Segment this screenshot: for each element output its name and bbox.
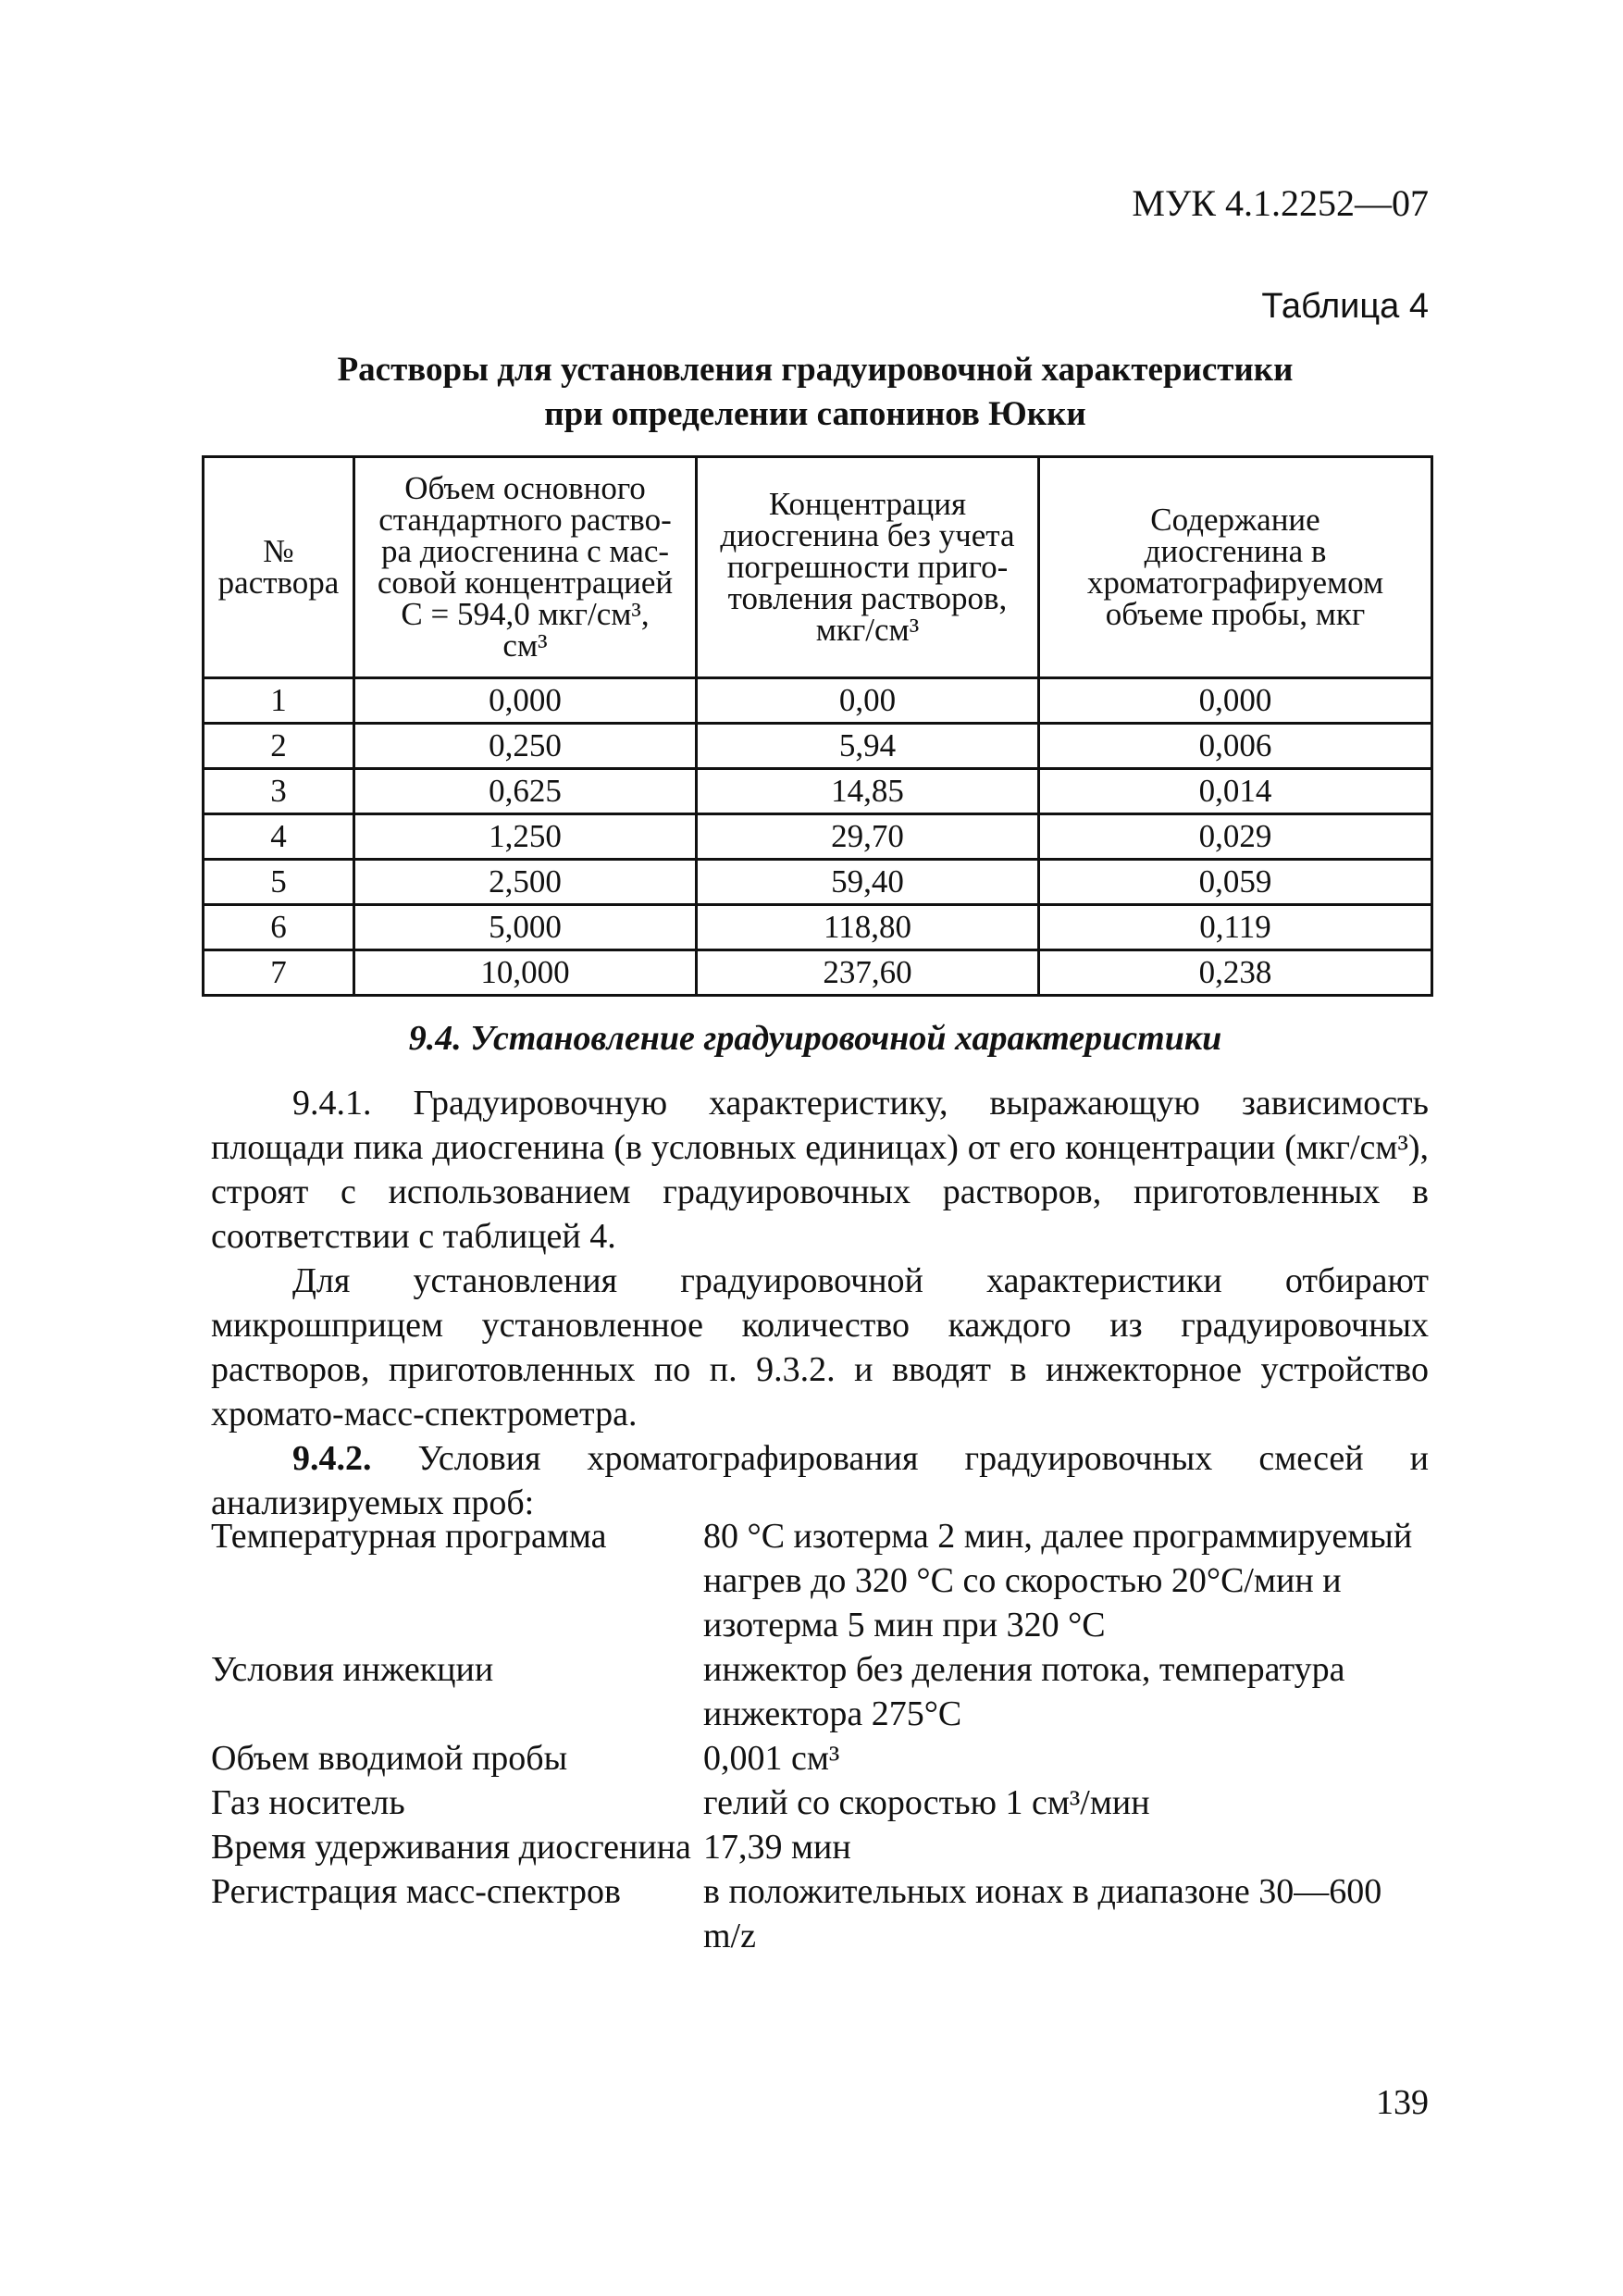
- condition-value: инжектор без деления потока, температура инжектора 275°С: [703, 1650, 1345, 1733]
- table-row: 4 1,250 29,70 0,029: [204, 814, 1432, 860]
- table-title-line: при определении сапонинов Юкки: [544, 395, 1086, 433]
- condition-row: [211, 1825, 1429, 1869]
- table-row: 1 0,000 0,00 0,000: [204, 678, 1432, 724]
- calibration-table: [202, 455, 1433, 997]
- condition-value: 0,001 см³: [703, 1739, 840, 1778]
- table-title: [202, 348, 1429, 437]
- condition-key: Время удерживания диосгенина: [211, 1828, 691, 1867]
- condition-key: Температурная программа: [211, 1517, 607, 1556]
- page-number: 139: [1376, 2083, 1429, 2122]
- condition-value: гелий со скоростью 1 см³/мин: [703, 1783, 1150, 1822]
- condition-row: [211, 1514, 1429, 1647]
- header-concentration: Концентрация диосгенина без учета погрешности приго- товления растворов, мкг/см³: [697, 457, 1039, 678]
- condition-row: [211, 1869, 1429, 1958]
- paragraph: Для установления градуировочной характеристики отбирают микрошприцем установленное количество каждого из градуировочных растворов, приготовленных по п. 9.3.2. и вводят в инжекторное устройство хромато-масс-спектрометра.: [211, 1261, 1429, 1433]
- table-header-row: [204, 457, 1432, 678]
- condition-value: в положительных ионах в диапазоне 30—600 m/z: [703, 1872, 1382, 1955]
- section-heading: 9.4. Установление градуировочной характеристики: [408, 1019, 1222, 1058]
- condition-key: Объем вводимой пробы: [211, 1739, 568, 1778]
- condition-row: [211, 1736, 1429, 1781]
- table-number: Таблица 4: [1261, 287, 1429, 326]
- conditions-list: [211, 1514, 1429, 1958]
- header-content: Содержание диосгенина в хроматографируемом объеме пробы, мкг: [1039, 457, 1432, 678]
- condition-key: Газ носитель: [211, 1783, 405, 1822]
- document-code: МУК 4.1.2252—07: [1132, 182, 1429, 224]
- condition-key: Условия инжекции: [211, 1650, 494, 1689]
- table-row: 5 2,500 59,40 0,059: [204, 860, 1432, 905]
- condition-row: [211, 1647, 1429, 1736]
- table-title-line: Растворы для установления градуировочной характеристики: [337, 351, 1294, 389]
- table-row: 3 0,625 14,85 0,014: [204, 769, 1432, 814]
- clause-number: 9.4.2.: [292, 1439, 372, 1478]
- paragraph: 9.4.2. Условия хроматографирования градуировочных смесей и анализируемых проб:: [211, 1439, 1429, 1522]
- condition-key: Регистрация масс-спектров: [211, 1872, 621, 1911]
- table-row: 7 10,000 237,60 0,238: [204, 950, 1432, 996]
- header-stock-volume: Объем основного стандартного раство- ра диосгенина с мас- совой концентрацией С = 594,0 мкг/см³, см³: [354, 457, 697, 678]
- table-row: 2 0,250 5,94 0,006: [204, 724, 1432, 769]
- paragraph: 9.4.1. Градуировочную характеристику, выражающую зависимость площади пика диосгенина (в условных единицах) от его концентрации (мкг/см³), строят с использованием градуировочных растворов, приготовленных в соответствии с таблицей 4.: [211, 1084, 1429, 1256]
- condition-value: 17,39 мин: [703, 1828, 851, 1867]
- table-row: 6 5,000 118,80 0,119: [204, 905, 1432, 950]
- condition-row: [211, 1781, 1429, 1825]
- condition-value: 80 °С изотерма 2 мин, далее программируемый нагрев до 320 °С со скоростью 20°С/мин и изотерма 5 мин при 320 °С: [703, 1517, 1413, 1644]
- header-solution-number: № раствора: [204, 457, 354, 678]
